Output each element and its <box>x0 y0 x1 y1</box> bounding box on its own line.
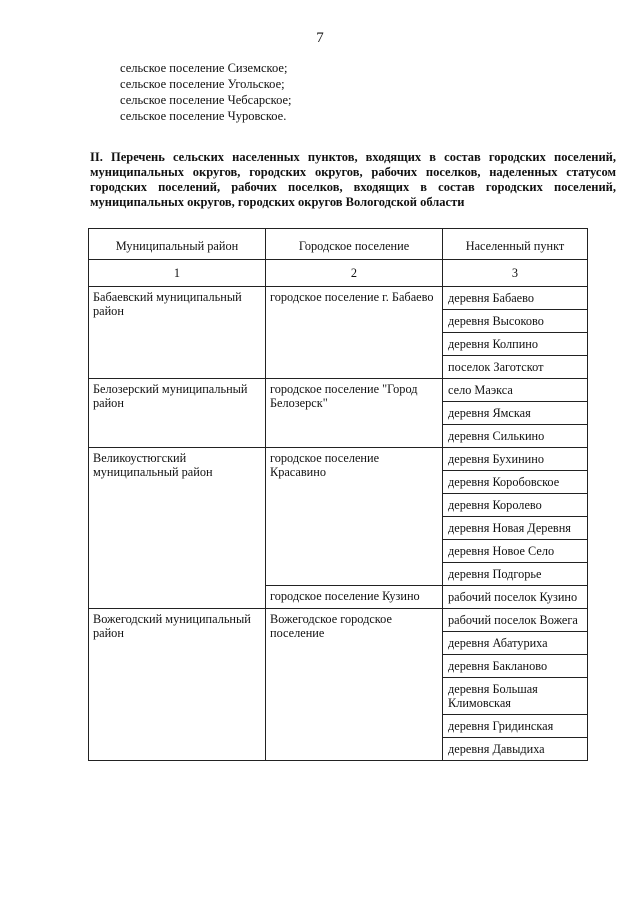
intro-list <box>120 60 292 124</box>
column-number-row <box>89 260 588 287</box>
points-cell <box>443 586 588 609</box>
point-item: деревня Коробовское <box>443 471 587 494</box>
table-row <box>89 379 588 448</box>
point-item: деревня Бухинино <box>443 448 587 471</box>
point-item: деревня Гридинская <box>443 715 587 738</box>
point-item: поселок Заготскот <box>448 360 544 374</box>
point-item: деревня Подгорье <box>448 567 542 581</box>
point-item: рабочий поселок Кузино <box>448 590 578 604</box>
point-item: деревня Королево <box>443 494 587 517</box>
table-row <box>89 287 588 379</box>
settlement-cell: городское поселение г. Бабаево <box>266 287 443 379</box>
intro-line: сельское поселение Чуровское. <box>120 109 287 123</box>
point-item: деревня Ямская <box>443 402 587 425</box>
page-number: 7 <box>316 30 324 46</box>
points-cell <box>443 609 588 761</box>
intro-line: сельское поселение Угольское; <box>120 77 285 91</box>
column-number: 1 <box>89 260 266 287</box>
district-cell: Белозерский муниципальный район <box>89 379 266 448</box>
section-heading: II. Перечень сельских населенных пунктов, входящих в состав городских поселений, муниципальных округов, городских округов, рабочих поселков, наделенных статусом городских поселений, рабочих поселков, входящих в состав городских поселений, муниципальных округов, городских округов Вологодской области <box>90 150 616 209</box>
point-item: деревня Бабаево <box>443 287 587 310</box>
header-cell: Городское поселение <box>266 229 443 260</box>
settlement-cell: городское поселение Красавино <box>266 448 443 586</box>
district-cell: Вожегодский муниципальный район <box>89 609 266 761</box>
point-item: рабочий поселок Вожега <box>443 609 587 632</box>
points-cell <box>443 379 588 448</box>
table-row <box>89 609 588 761</box>
point-item: деревня Колпино <box>443 333 587 356</box>
point-item: село Маэкса <box>443 379 587 402</box>
settlement-cell: городское поселение "Город Белозерск" <box>266 379 443 448</box>
point-item: деревня Абатуриха <box>443 632 587 655</box>
header-cell: Муниципальный район <box>89 229 266 260</box>
point-item: деревня Большая Климовская <box>443 678 587 715</box>
intro-line: сельское поселение Сиземское; <box>120 61 288 75</box>
district-cell: Бабаевский муниципальный район <box>89 287 266 379</box>
points-cell <box>443 448 588 586</box>
intro-line: сельское поселение Чебсарское; <box>120 93 292 107</box>
point-item: деревня Бакланово <box>443 655 587 678</box>
point-item: деревня Высоково <box>443 310 587 333</box>
point-item: деревня Новое Село <box>443 540 587 563</box>
point-item: деревня Новая Деревня <box>443 517 587 540</box>
points-cell <box>443 287 588 379</box>
point-item: деревня Силькино <box>448 429 545 443</box>
district-cell: Великоустюгский муниципальный район <box>89 448 266 609</box>
column-number: 3 <box>443 260 588 287</box>
settlement-cell: городское поселение Кузино <box>266 586 443 609</box>
settlements-table <box>88 228 588 761</box>
settlement-cell: Вожегодское городское поселение <box>266 609 443 761</box>
header-cell: Населенный пункт <box>443 229 588 260</box>
table-row <box>89 448 588 586</box>
point-item: деревня Давыдиха <box>448 742 545 756</box>
column-number: 2 <box>266 260 443 287</box>
table-header-row <box>89 229 588 260</box>
